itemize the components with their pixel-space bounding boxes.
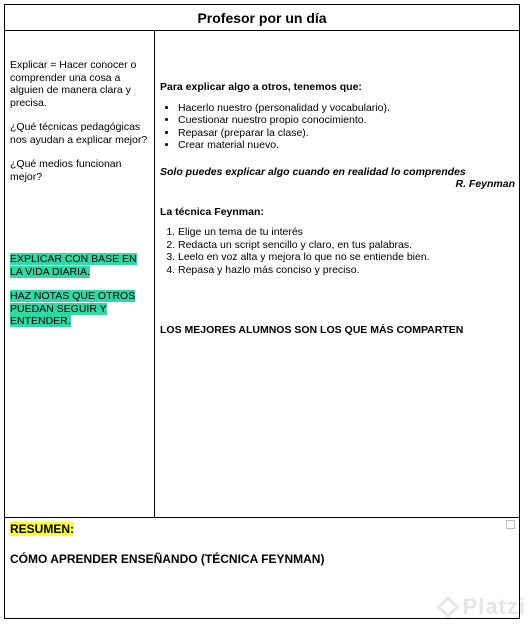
technique-heading: La técnica Feynman: [160, 205, 264, 218]
summary-section [5, 518, 519, 570]
highlight-notes: HAZ NOTAS QUE OTROS PUEDAN SEGUIR Y ENTENDER. [10, 290, 136, 327]
expand-icon [506, 520, 515, 529]
notes-sheet [4, 4, 520, 619]
highlight-daily-life: EXPLICAR CON BASE EN LA VIDA DIARIA. [10, 253, 137, 278]
page-title: Profesor por un día [5, 5, 519, 31]
list-item: • Hacerlo nuestro (personalidad y vocabulario). [178, 102, 515, 115]
notes-column [155, 31, 519, 517]
question-techniques: ¿Qué técnicas pedagógicas nos ayudan a explicar mejor? [10, 121, 148, 146]
explain-bullets [160, 102, 515, 152]
list-item: 1. Elige un tema de tu interés [178, 226, 515, 239]
summary-label: RESUMEN: [10, 522, 75, 536]
list-item: 4. Repasa y hazlo más conciso y preciso. [178, 264, 515, 277]
list-item: 3. Leelo en voz alta y mejora lo que no se entiende bien. [178, 251, 515, 264]
list-item: • Repasar (preparar la clase). [178, 127, 515, 140]
notes-body [5, 31, 519, 518]
quote-author: R. Feynman [455, 178, 515, 190]
cue-column [5, 31, 155, 517]
watermark-text: Platzi [462, 594, 526, 619]
closing-statement: LOS MEJORES ALUMNOS SON LOS QUE MÁS COMPARTEN [160, 324, 464, 336]
question-media: ¿Qué medios funcionan mejor? [10, 158, 122, 183]
platzi-logo-icon [437, 596, 459, 618]
list-item: • Cuestionar nuestro propio conocimiento. [178, 114, 515, 127]
technique-steps [160, 226, 515, 276]
summary-text: CÓMO APRENDER ENSEÑANDO (TÉCNICA FEYNMAN) [10, 552, 325, 566]
platzi-watermark [437, 594, 526, 620]
definition-text: Explicar = Hacer conocer o comprender una cosa a alguien de manera clara y precisa. [10, 59, 137, 109]
list-item: • Crear material nuevo. [178, 139, 515, 152]
explain-heading: Para explicar algo a otros, tenemos que: [160, 81, 362, 93]
feynman-quote: Solo puedes explicar algo cuando en realidad lo comprendes [160, 165, 466, 178]
list-item: 2. Redacta un script sencillo y claro, en tus palabras. [178, 239, 515, 252]
